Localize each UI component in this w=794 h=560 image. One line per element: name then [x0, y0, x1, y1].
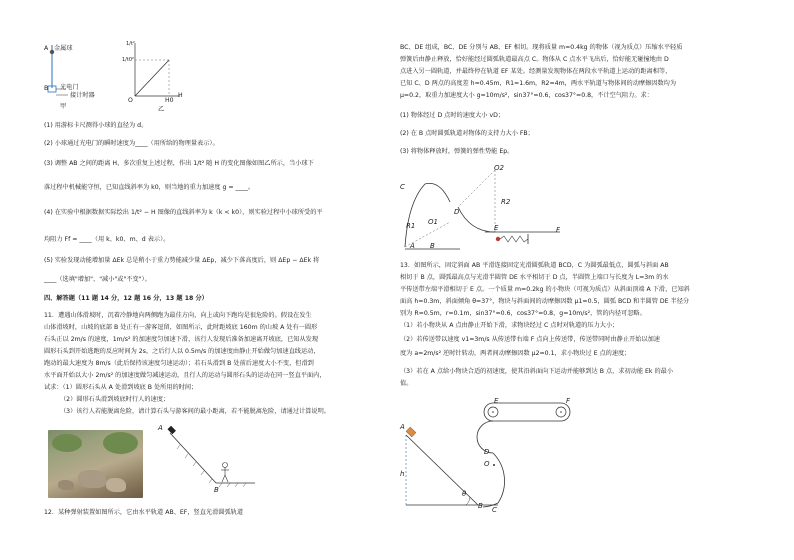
fig12-a: A: [410, 242, 415, 250]
fig12-d: D: [454, 208, 460, 216]
conveyor-belt: [484, 403, 570, 421]
q-part-2: (2) 小球通过光电门的瞬时速度为____（用所给的物理量表示）。: [44, 140, 219, 147]
q-part-1: (1) 用游标卡尺测得小球的直径为 d。: [44, 122, 148, 129]
block: [406, 427, 416, 437]
boulder: [167, 426, 175, 434]
fig13-e: E: [494, 397, 499, 405]
p11-line-3: 圆形石头到开始逃跑的反应时间为 2s，之后行人以 0.5m/s 的加速度由静止开始做匀加速直线运动，: [44, 348, 320, 355]
arc-de: [458, 207, 495, 232]
label-yi: 乙: [158, 106, 165, 113]
label-b: B: [44, 85, 49, 92]
q-part-5b: ____（选填"增加"、"减小"或"不变"）。: [44, 276, 151, 283]
slope-figure: [150, 425, 260, 505]
arc-bc: [405, 183, 450, 247]
incline-ab: [406, 435, 478, 505]
q-part-3b: 落过程中机械能守恒，已知直线斜率为 k0，则当地的重力加速度 g = ____。: [44, 184, 255, 191]
section-title: 四、解答题（11 题 14 分，12 题 16 分，13 题 18 分）: [44, 295, 208, 302]
fig12-c: C: [400, 183, 405, 191]
label-a: A: [44, 45, 49, 52]
fig12-b: B: [430, 242, 435, 250]
fig13-o: O: [484, 460, 490, 468]
p13-line-4: 别为 R=0.5m，r=0.1m，sin37°=0.6，cos37°=0.8，g=10m/s²，管的内径可忽略。: [400, 310, 646, 317]
p11-line-4: 跑动的最大速度为 8m/s（此后保持该速度匀速运动）；若石头滑到 B 处前后速度大小不变，但滑到: [44, 360, 314, 367]
p13-line-3: 面高 h=0.3m，斜面倾角 θ=37°，物块与斜面间的动摩擦因数 μ1=0.5，圆弧 BCD 和半圆管 DE 半径分: [400, 298, 690, 305]
fig12-r2: R2: [501, 198, 511, 206]
fig12-o1: O1: [428, 218, 438, 226]
p13-line-0: 13．如图所示，固定斜面 AB 平滑连接固定光滑圆弧轨道 BCD，C 为圆弧最低点，圆弧与斜面 AB: [400, 262, 669, 269]
p11-line-8: （3）该行人若能脱离危险，请计算石头与游客间的最小距离，若不能脱离危险，请通过计算说明。: [60, 408, 330, 415]
q-part-4b: 均阻力 Ff = ____（用 k、k0、m、d 表示）。: [44, 236, 170, 243]
fig11-label-b: B: [214, 486, 219, 494]
fig12-e: E: [494, 224, 499, 232]
p11-line-7: （2）圆形石头滑到坡底时行人的速度；: [60, 396, 170, 403]
landslide-photo: [48, 430, 143, 498]
p13-line-8: （3）若在 A 点给小物块合适的初速度，使其沿斜面向下运动并能够到达 B 点，求初动能 Ek 的最小: [400, 368, 674, 375]
p12-cont-2: 点进入另一圆轨道，并最终停在轨道 EF 某处。经测量发现物体在两段水平轨道上运动的距离相等，: [400, 68, 672, 75]
label-y-axis: 1/t²: [126, 41, 135, 47]
q12-part-3: (3) 将物体释放时，弹簧的弹性势能 Ep。: [400, 148, 514, 155]
p11-line-0: 11．遭遇山体滑坡时，沉着冷静地向两侧跑为最佳方向，向上或向下跑均是很危险的。假设在发生: [44, 312, 312, 319]
p13-line-9: 值。: [400, 380, 413, 387]
p12-line-start: 12．某种弹射装置如图所示，它由水平轨道 AB、EF，竖直光滑圆弧轨道: [44, 509, 244, 516]
fig13-c: C: [492, 506, 497, 514]
p12-cont-3: 已知 C、D 两点的高度差 h=0.45m，R1=1.6m，R2=4m，两水平轨道与物体间的动摩擦因数均为: [400, 80, 677, 87]
p12-cont-4: μ=0.2，取重力加速度大小 g=10m/s²，sin37°=0.6，cos37°=0.8，不计空气阻力。求：: [400, 92, 653, 99]
person-head: [223, 463, 228, 468]
label-origin: O: [128, 97, 133, 104]
object-ball: [496, 237, 500, 241]
p13-line-6: （2）若传送带以速度 v1=3m/s 从传送带右端 F 点向上传送带，传送带同时由静止开始以加速: [400, 336, 660, 343]
fig13-theta: θ: [462, 490, 467, 498]
q12-part-2: (2) 在 B 点时圆弧轨道对物体的支持力大小 FB；: [400, 130, 534, 137]
center-o: [493, 464, 495, 466]
label-timer: 接计时器: [70, 92, 95, 99]
p13-line-7: 度为 a=2m/s² 逆时针转动，两者间动摩擦因数 μ2=0.1，求小物块过 E 点的速度；: [400, 350, 631, 357]
fig13-a: A: [400, 423, 405, 431]
slope-line: [170, 433, 216, 483]
fig12-r1: R1: [406, 222, 416, 230]
p11-line-2: 石头正以 2m/s 的速度，1m/s² 的加速度匀加速下滑，该行人发现后准备加速离开坡底，已知从发现: [44, 336, 319, 343]
fig13-d: D: [484, 448, 490, 456]
p13-line-5: （1）若小物块从 A 点由静止开始下滑，求物块经过 C 点时对轨道的压力大小；: [400, 322, 619, 329]
track-figure-13: [398, 395, 598, 515]
label-h: H: [178, 92, 183, 99]
p11-line-6: 试求：（1）圆形石头从 A 处滑到坡底 B 处所用的时间；: [44, 384, 198, 391]
p12-cont-0: BC、DE 组成，BC、DE 分别与 AB、EF 相切。现将质量 m=0.4kg 的物体（视为质点）压缩水平轻质: [400, 44, 683, 51]
q-part-3a: (3) 调整 AB 之间的距离 H，多次重复上述过程，作出 1/t² 随 H 的变化图像如图乙所示，当小球下: [44, 160, 314, 167]
spring: [500, 236, 528, 242]
label-jia: 甲: [60, 103, 67, 110]
p13-line-1: 相切于 B 点，圆弧最高点与光滑半圆管 DE 水平相切于 D 点，半圆管上端口与长度为 L=3m 的水: [400, 274, 669, 281]
fig13-b: B: [478, 502, 483, 510]
fig12-f: F: [556, 226, 561, 234]
q-part-4a: (4) 在实验中根据数据实际绘出 1/t² − H 图像的直线斜率为 k（k < k0），则实验过程中小球所受的平: [44, 209, 323, 216]
q-part-5a: (5) 实验发现动能增加量 ΔEk 总是稍小于重力势能减少量 ΔEp，减少下落高度后，则 ΔEp − ΔEk 将: [44, 257, 320, 264]
label-metal-ball: 金属球: [54, 45, 73, 52]
p12-cont-1: 弹簧后由静止释放，恰好能经过圆弧轨道最高点 C。物体从 C 点水平飞出后，恰好能无碰撞地由 D: [400, 56, 669, 63]
fig11-label-a: A: [158, 424, 163, 432]
label-h0: H0: [165, 97, 174, 104]
fig13-f: F: [566, 397, 571, 405]
p11-line-1: 山体滑坡时，山坡的底部 B 处正有一游客逗留，如图所示，此时距坡底 160m 的山坡 A 处有一圆形: [44, 324, 318, 331]
track-figure-12: [400, 162, 570, 252]
p11-line-5: 水平面开始以大小 2m/s² 的加速度做匀减速运动，且行人的运动与圆形石头的运动在同一竖直平面内，: [44, 372, 326, 379]
graph-yi: [125, 38, 195, 108]
p13-line-2: 平传送带左端平滑相切于 E 点。一个质量 m=0.2kg 的小物块（可视为质点）从斜面顶端 A 下滑，已知斜: [400, 286, 690, 293]
fig12-o2: O2: [494, 164, 504, 172]
label-y0: 1/t0²: [122, 57, 135, 63]
fig13-h: h: [400, 470, 405, 478]
graph-line: [135, 60, 169, 96]
q12-part-1: (1) 物体经过 D 点时的速度大小 vD；: [400, 112, 505, 119]
label-photogate: 光电门: [60, 84, 79, 91]
